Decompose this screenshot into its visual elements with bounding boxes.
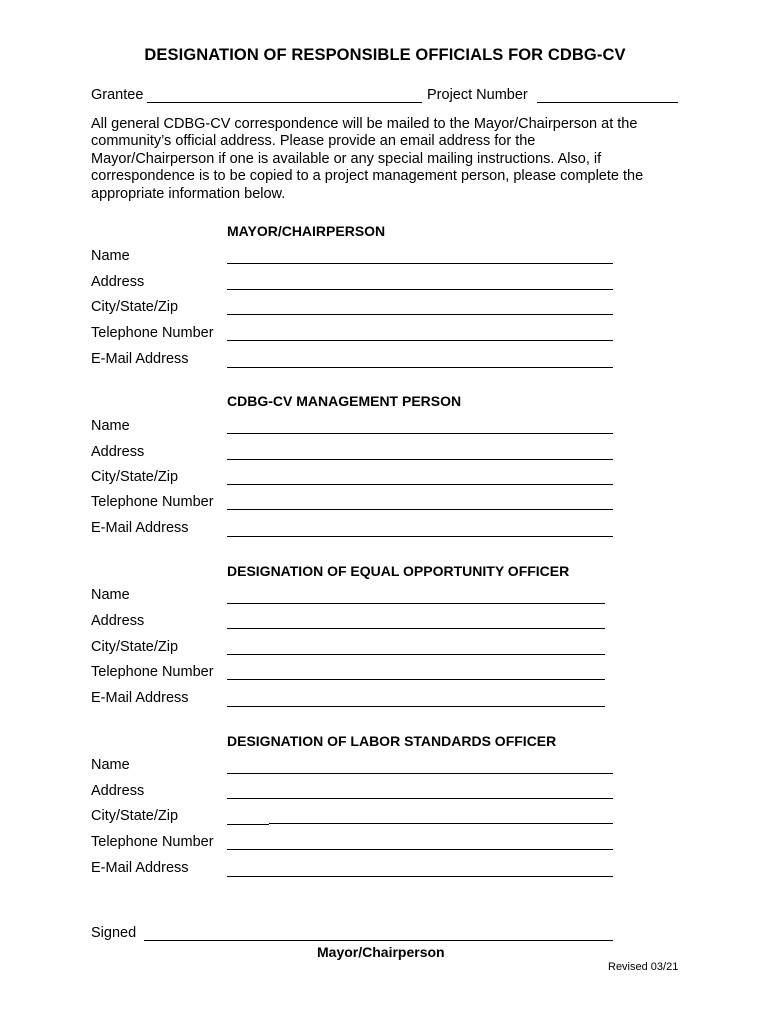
- grantee-field-prefix[interactable]: [147, 102, 221, 103]
- telephone-label: Telephone Number: [91, 325, 214, 341]
- signature-title: Mayor/Chairperson: [317, 944, 445, 960]
- labor-email-field[interactable]: [227, 876, 613, 877]
- labor-city-state-zip-field-prefix[interactable]: [227, 824, 269, 825]
- mayor-name-field[interactable]: [227, 263, 613, 264]
- mayor-address-field[interactable]: [227, 289, 613, 290]
- email-label: E-Mail Address: [91, 351, 189, 367]
- section-heading-management: CDBG-CV MANAGEMENT PERSON: [227, 393, 462, 409]
- telephone-label: Telephone Number: [91, 664, 214, 680]
- city-state-zip-label: City/State/Zip: [91, 469, 179, 485]
- city-state-zip-label: City/State/Zip: [91, 808, 179, 824]
- name-label: Name: [91, 587, 130, 603]
- eo-telephone-field[interactable]: [227, 679, 605, 680]
- management-city-state-zip-field[interactable]: [227, 484, 613, 485]
- email-label: E-Mail Address: [91, 520, 189, 536]
- intro-paragraph: [91, 116, 691, 203]
- management-name-field[interactable]: [227, 433, 613, 434]
- management-email-field[interactable]: [227, 536, 613, 537]
- mayor-email-field[interactable]: [227, 367, 613, 368]
- signature-field[interactable]: [144, 940, 613, 941]
- address-label: Address: [91, 613, 145, 629]
- labor-name-field[interactable]: [227, 773, 613, 774]
- labor-city-state-zip-field[interactable]: [269, 823, 613, 824]
- page-title: DESIGNATION OF RESPONSIBLE OFFICIALS FOR CDBG-CV: [144, 46, 626, 64]
- management-telephone-field[interactable]: [227, 509, 613, 510]
- intro-line: Mayor/Chairperson if one is available or any special mailing instructions. Also, if: [91, 150, 602, 167]
- email-label: E-Mail Address: [91, 860, 189, 876]
- mayor-city-state-zip-field[interactable]: [227, 314, 613, 315]
- labor-address-field[interactable]: [227, 798, 613, 799]
- name-label: Name: [91, 418, 130, 434]
- section-heading-equal-opportunity: DESIGNATION OF EQUAL OPPORTUNITY OFFICER: [227, 563, 570, 579]
- address-label: Address: [91, 274, 145, 290]
- name-label: Name: [91, 248, 130, 264]
- intro-line: correspondence is to be copied to a project management person, please complete the: [91, 168, 644, 185]
- eo-name-field[interactable]: [227, 603, 605, 604]
- eo-email-field[interactable]: [227, 706, 605, 707]
- city-state-zip-label: City/State/Zip: [91, 639, 179, 655]
- eo-address-field[interactable]: [227, 628, 605, 629]
- city-state-zip-label: City/State/Zip: [91, 299, 179, 315]
- intro-line: appropriate information below.: [91, 185, 286, 202]
- project-number-label: Project Number: [427, 87, 528, 103]
- name-label: Name: [91, 757, 130, 773]
- project-number-field[interactable]: [537, 102, 678, 103]
- revision-note: Revised 03/21: [608, 961, 679, 973]
- telephone-label: Telephone Number: [91, 834, 214, 850]
- mayor-telephone-field[interactable]: [227, 340, 613, 341]
- address-label: Address: [91, 444, 145, 460]
- grantee-field[interactable]: [221, 102, 422, 103]
- intro-line: All general CDBG-CV correspondence will be mailed to the Mayor/Chairperson at the: [91, 116, 638, 132]
- grantee-label: Grantee: [91, 87, 144, 103]
- section-heading-mayor: MAYOR/CHAIRPERSON: [227, 223, 386, 239]
- intro-line: community’s official address. Please provide an email address for the: [91, 133, 536, 150]
- telephone-label: Telephone Number: [91, 494, 214, 510]
- eo-city-state-zip-field[interactable]: [227, 654, 605, 655]
- labor-telephone-field[interactable]: [227, 849, 613, 850]
- signed-label: Signed: [91, 925, 137, 941]
- section-heading-labor-standards: DESIGNATION OF LABOR STANDARDS OFFICER: [227, 733, 557, 749]
- address-label: Address: [91, 783, 145, 799]
- management-address-field[interactable]: [227, 459, 613, 460]
- email-label: E-Mail Address: [91, 690, 189, 706]
